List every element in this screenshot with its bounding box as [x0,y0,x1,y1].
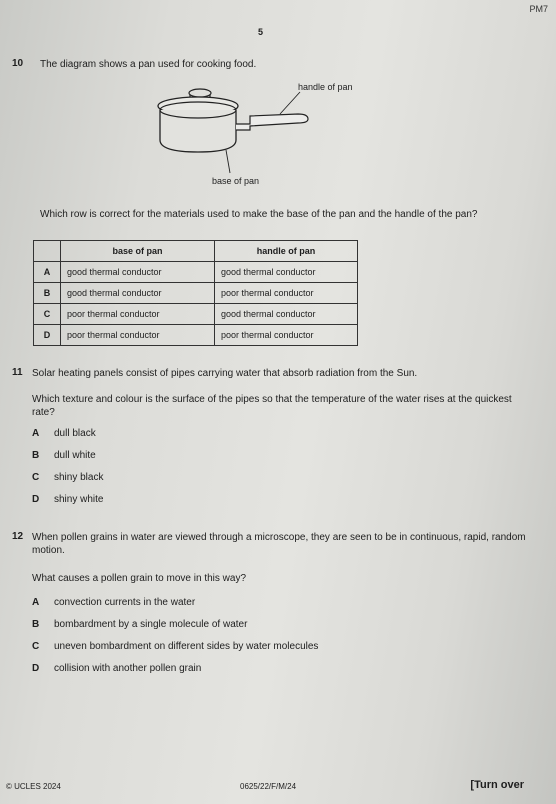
pan-diagram [150,80,390,198]
base-leader-line [226,150,230,173]
row-letter: D [34,325,61,346]
row-letter: C [34,304,61,325]
option-a[interactable] [32,428,96,439]
question-12-text: When pollen grains in water are viewed through a microscope, they are seen to be in continuous, rapid, random motion. [32,532,526,556]
option-text: shiny white [54,494,104,505]
table-row[interactable] [34,325,358,346]
question-10-text: The diagram shows a pan used for cooking food. [40,59,257,70]
cell-handle: poor thermal conductor [215,325,358,346]
option-letter: A [32,597,40,608]
table-row[interactable] [34,304,358,325]
cell-base: poor thermal conductor [61,325,215,346]
table-corner-cell [34,241,61,262]
option-b[interactable] [32,450,96,461]
option-letter: D [32,663,40,674]
cell-handle: good thermal conductor [215,304,358,325]
option-text: dull black [54,428,96,439]
handle-leader-line [280,92,300,114]
option-letter: B [32,619,40,630]
option-letter: C [32,472,40,483]
question-11-number: 11 [12,367,23,378]
question-11-text: Solar heating panels consist of pipes carrying water that absorb radiation from the Sun. [32,368,418,379]
option-letter: D [32,494,40,505]
paper-code: 0625/22/F/M/24 [240,782,297,791]
answer-table [33,240,358,346]
option-c[interactable] [32,472,103,483]
option-text: convection currents in the water [54,597,196,608]
cell-handle: poor thermal conductor [215,283,358,304]
option-d[interactable] [32,494,103,505]
turn-over-note: [Turn over [470,779,524,791]
option-letter: A [32,428,40,439]
column-header-handle: handle of pan [215,241,358,262]
cell-base: good thermal conductor [61,262,215,283]
base-label: base of pan [212,176,260,186]
option-letter: B [32,450,40,461]
handle-label: handle of pan [298,82,353,92]
option-text: bombardment by a single molecule of water [54,619,248,630]
question-11-prompt: Which texture and colour is the surface of the pipes so that the temperature of the water rises at the quickest rate? [32,394,512,418]
table-header-row [34,241,358,262]
question-10-prompt: Which row is correct for the materials used to make the base of the pan and the handle of the pan? [40,209,478,220]
page-number: 5 [258,27,264,37]
column-header-base: base of pan [61,241,215,262]
pan-handle [236,114,308,130]
cell-handle: good thermal conductor [215,262,358,283]
row-letter: A [34,262,61,283]
question-12-prompt: What causes a pollen grain to move in this way? [32,573,246,584]
cell-base: poor thermal conductor [61,304,215,325]
option-letter: C [32,641,40,652]
question-10-number: 10 [12,58,24,69]
option-text: collision with another pollen grain [54,663,202,674]
row-letter: B [34,283,61,304]
copyright-notice: © UCLES 2024 [6,782,61,791]
option-text: dull white [54,450,96,461]
option-text: uneven bombardment on different sides by water molecules [54,641,319,652]
lid-knob [189,89,211,97]
option-b[interactable] [32,619,247,630]
option-c[interactable] [32,641,318,652]
question-12-number: 12 [12,531,24,542]
cell-base: good thermal conductor [61,283,215,304]
corner-mark: PM7 [529,4,548,14]
option-d[interactable] [32,663,201,674]
option-a[interactable] [32,597,195,608]
table-row[interactable] [34,283,358,304]
option-text: shiny black [54,472,104,483]
table-row[interactable] [34,262,358,283]
